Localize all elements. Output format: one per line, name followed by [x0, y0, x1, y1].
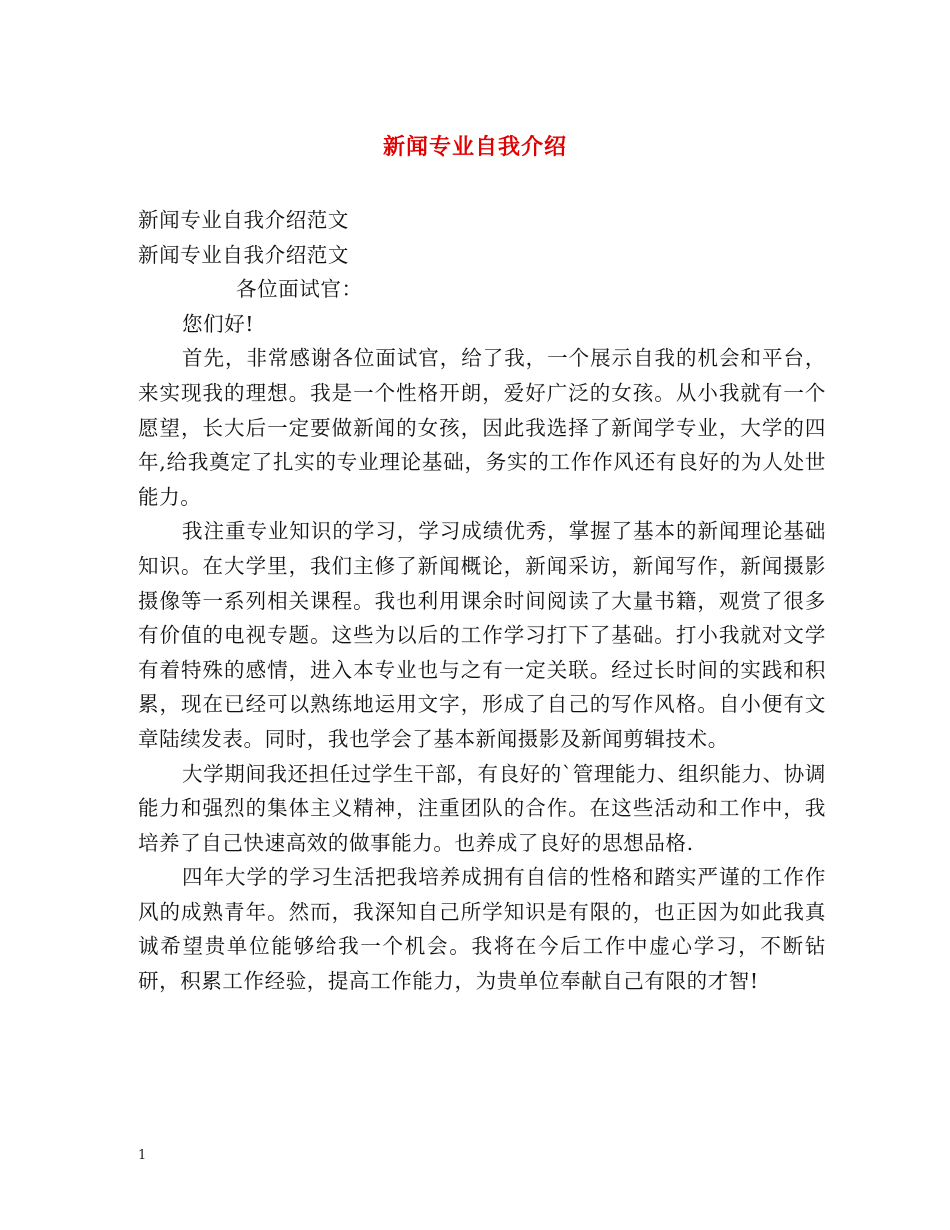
page-number: 1	[138, 1148, 147, 1163]
greeting-line: 各位面试官：	[236, 277, 363, 302]
document-title: 新闻专业自我介绍	[382, 134, 567, 160]
paragraph-1: 首先，非常感谢各位面试官，给了我，一个展示自我的机会和平台，来实现我的理想。我是一个性格开朗，爱好广泛的女孩。从小我就有一个愿望，长大后一定要做新闻的女孩，因此我选择了新闻学专业，大学的四年,给我奠定了扎实的专业理论基础，务实的工作作风还有良好的为人处世能力。	[138, 346, 826, 509]
salutation-line: 您们好!	[182, 311, 255, 336]
paragraph-4: 四年大学的学习生活把我培养成拥有自信的性格和踏实严谨的工作作风的成熟青年。然而，我深知自己所学知识是有限的，也正因为如此我真诚希望贵单位能够给我一个机会。我将在今后工作中虚心学习，不断钻研，积累工作经验，提高工作能力，为贵单位奉献自己有限的才智!	[138, 865, 826, 994]
heading-line-2: 新闻专业自我介绍范文	[138, 242, 349, 267]
paragraph-3: 大学期间我还担任过学生干部，有良好的`管理能力、组织能力、协调能力和强烈的集体主义精神，注重团队的合作。在这些活动和工作中，我培养了自己快速高效的做事能力。也养成了良好的思想品格.	[138, 761, 826, 855]
paragraph-2: 我注重专业知识的学习，学习成绩优秀，掌握了基本的新闻理论基础知识。在大学里，我们主修了新闻概论，新闻采访，新闻写作，新闻摄影摄像等一系列相关课程。我也利用课余时间阅读了大量书籍，观赏了很多有价值的电视专题。这些为以后的工作学习打下了基础。打小我就对文学有着特殊的感情，进入本专业也与之有一定关联。经过长时间的实践和积累，现在已经可以熟练地运用文字，形成了自己的写作风格。自小便有文章陆续发表。同时，我也学会了基本新闻摄影及新闻剪辑技术。	[138, 519, 826, 751]
document-body	[138, 203, 826, 999]
heading-line-1: 新闻专业自我介绍范文	[138, 208, 349, 232]
